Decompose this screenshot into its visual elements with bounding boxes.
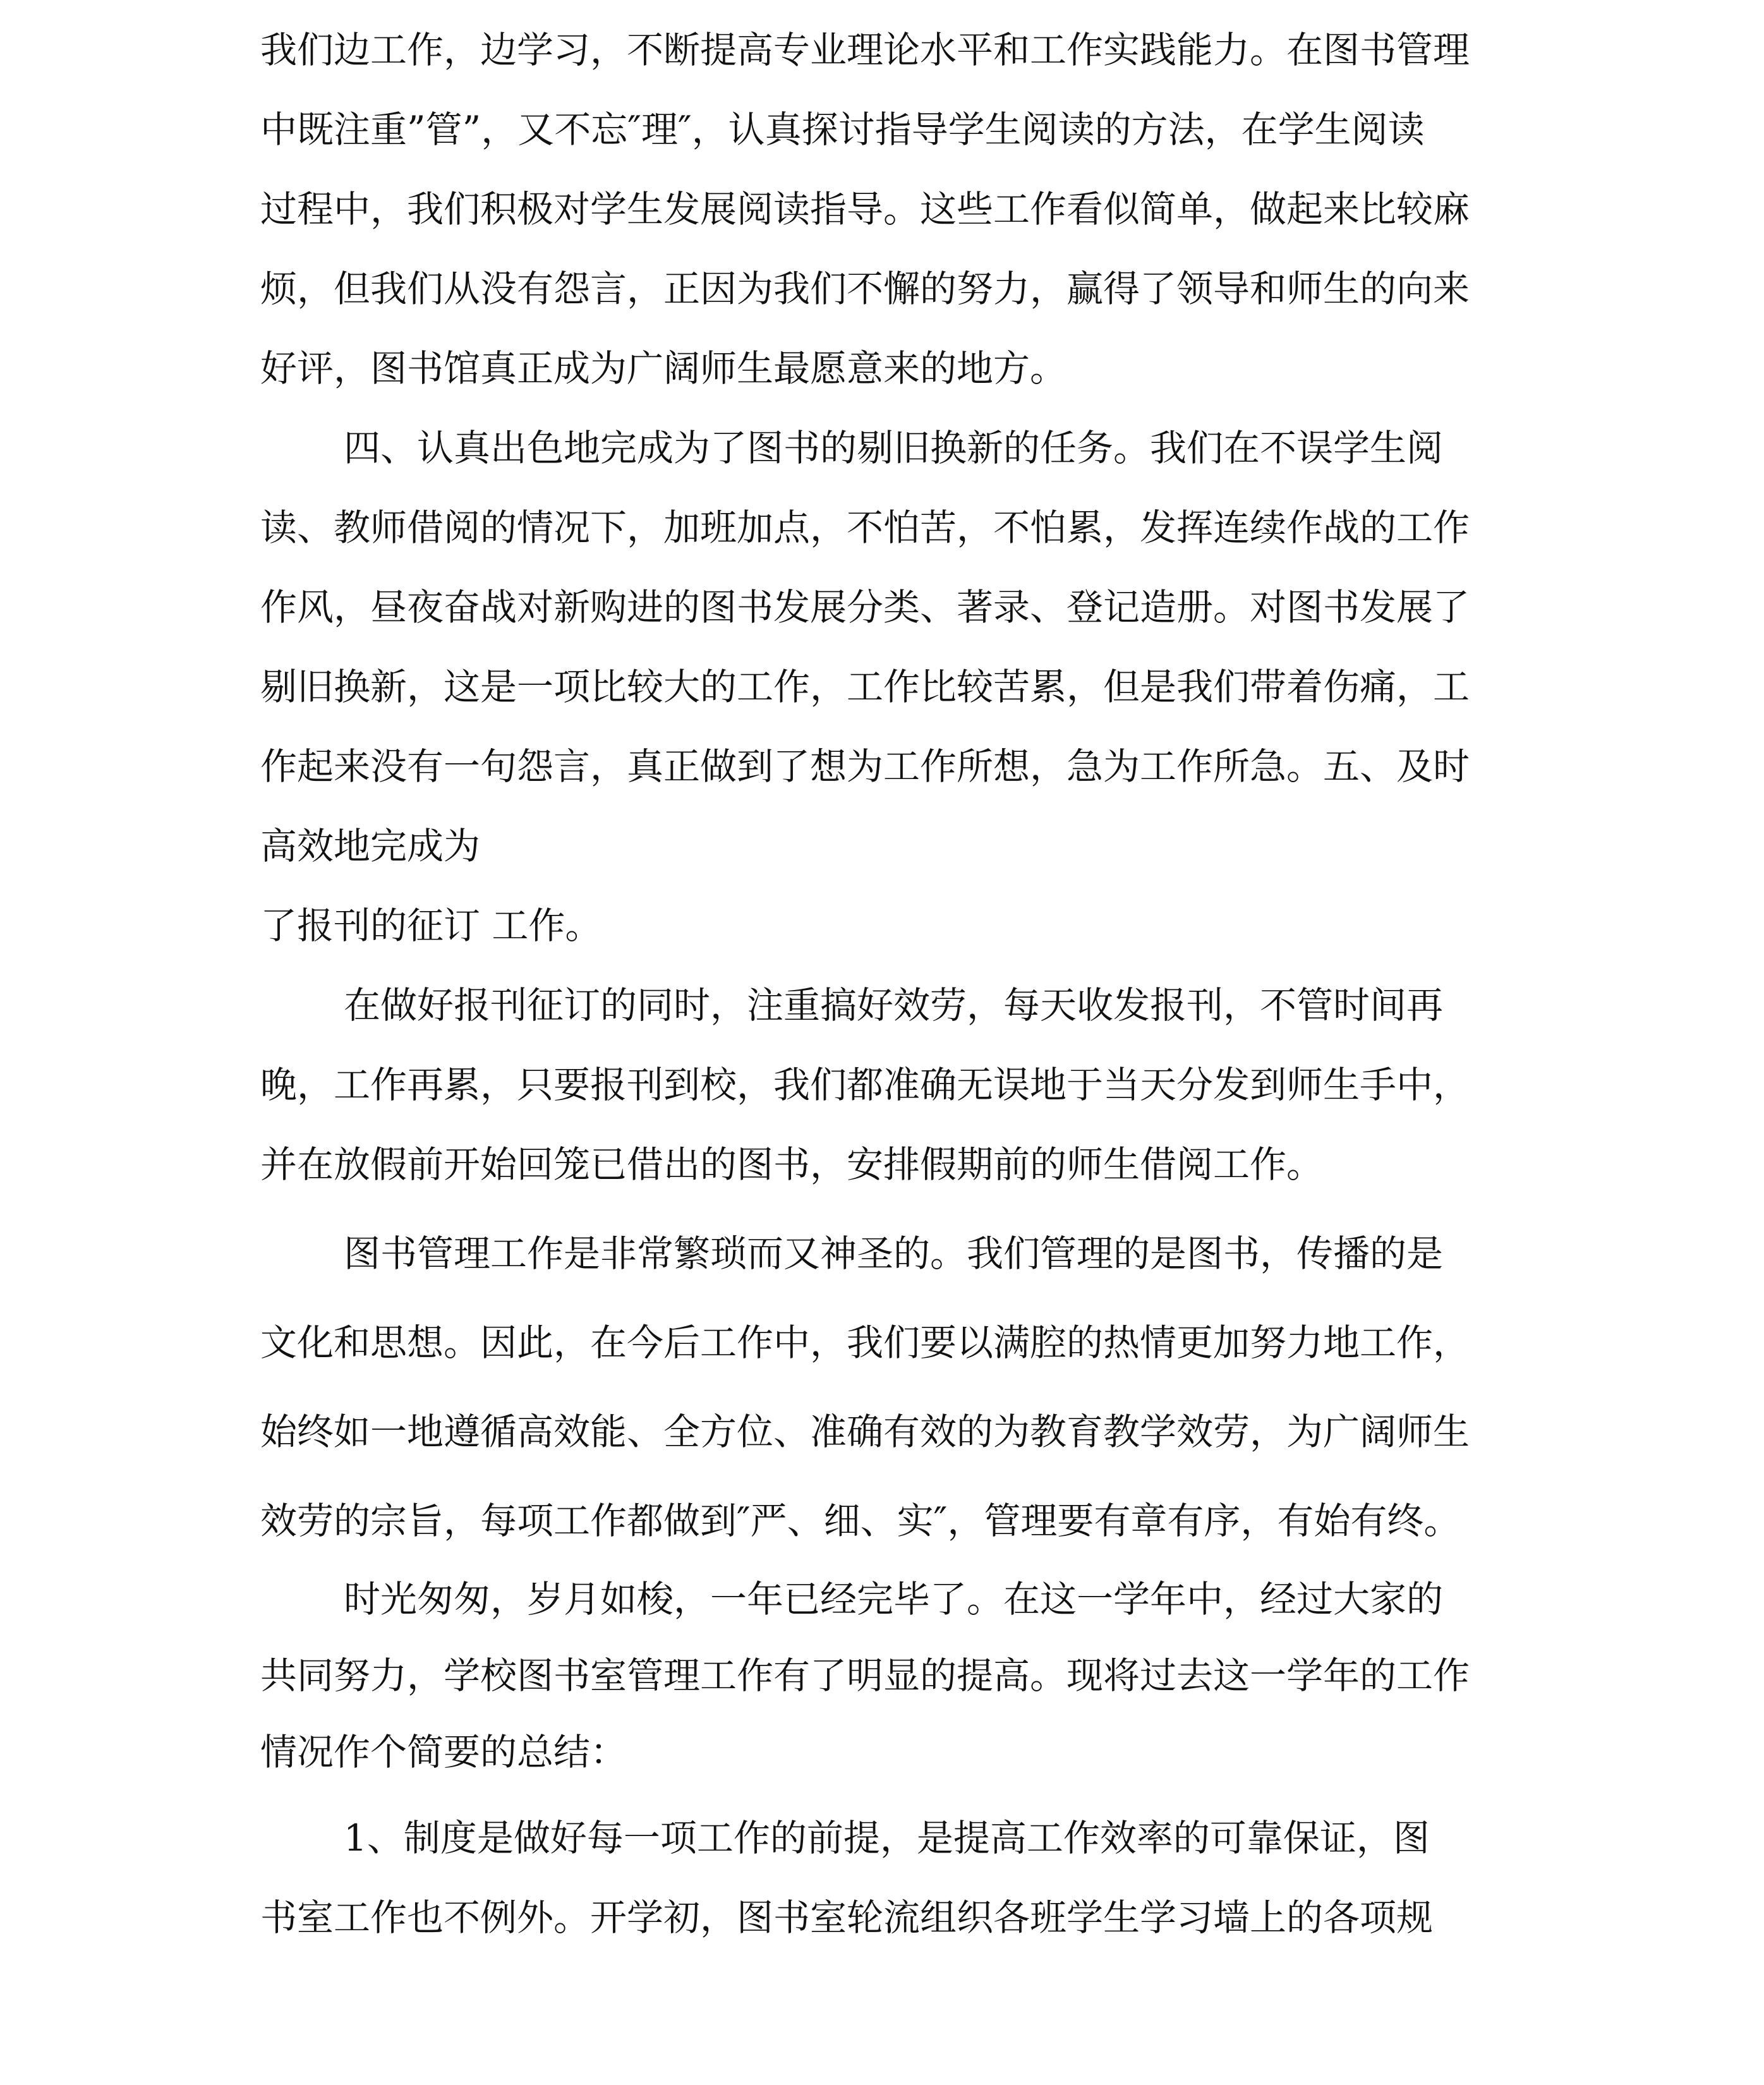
text-line: 读、教师借阅的情况下，加班加点，不怕苦，不怕累，发挥连续作战的工作 [260, 506, 1470, 549]
text-line: 烦，但我们从没有怨言，正因为我们不懈的努力，赢得了领导和师生的向来 [260, 267, 1470, 310]
text-line: 剔旧换新，这是一项比较大的工作，工作比较苦累，但是我们带着伤痛，工 [260, 665, 1470, 708]
text-line: 作起来没有一句怨言，真正做到了想为工作所想，急为工作所急。五、及时 [260, 745, 1470, 788]
text-line: 作风，昼夜奋战对新购进的图书发展分类、著录、登记造册。对图书发展了 [260, 586, 1470, 629]
text-line: 高效地完成为 [260, 825, 481, 867]
text-line: 共同努力，学校图书室管理工作有了明显的提高。现将过去这一学年的工作 [260, 1654, 1470, 1697]
paragraph-start-line: 四、认真出色地完成为了图书的剔旧换新的任务。我们在不误学生阅 [344, 426, 1444, 469]
text-line: 我们边工作，边学习，不断提高专业理论水平和工作实践能力。在图书管理 [260, 28, 1470, 71]
text-line: 过程中，我们积极对学生发展阅读指导。这些工作看似简单，做起来比较麻 [260, 188, 1470, 231]
text-line: 始终如一地遵循高效能、全方位、准确有效的为教育教学效劳，为广阔师生 [260, 1410, 1470, 1453]
text-line: 效劳的宗旨，每项工作都做到″严、细、实″，管理要有章有序，有始有终。 [260, 1499, 1461, 1542]
text-line: 书室工作也不例外。开学初，图书室轮流组织各班学生学习墙上的各项规 [260, 1896, 1434, 1939]
text-line: 了报刊的征订 工作。 [260, 904, 602, 947]
text-line: 中既注重”管”，又不忘″理″，认真探讨指导学生阅读的方法，在学生阅读 [260, 108, 1425, 151]
text-line: 情况作个简要的总结： [260, 1731, 627, 1774]
text-line: 并在放假前开始回笼已借出的图书，安排假期前的师生借阅工作。 [260, 1143, 1324, 1186]
text-line: 好评，图书馆真正成为广阔师生最愿意来的地方。 [260, 347, 1067, 390]
paragraph-start-line: 图书管理工作是非常繁琐而又神圣的。我们管理的是图书，传播的是 [344, 1232, 1444, 1275]
paragraph-start-line: 时光匆匆，岁月如梭，一年已经完毕了。在这一学年中，经过大家的 [344, 1578, 1444, 1621]
paragraph-start-line: 1、制度是做好每一项工作的前提，是提高工作效率的可靠保证，图 [344, 1816, 1430, 1859]
text-line: 晚，工作再累，只要报刊到校，我们都准确无误地于当天分发到师生手中， [260, 1063, 1470, 1106]
text-line: 文化和思想。因此，在今后工作中，我们要以满腔的热情更加努力地工作， [260, 1321, 1470, 1364]
paragraph-start-line: 在做好报刊征订的同时，注重搞好效劳，每天收发报刊，不管时间再 [344, 984, 1444, 1027]
